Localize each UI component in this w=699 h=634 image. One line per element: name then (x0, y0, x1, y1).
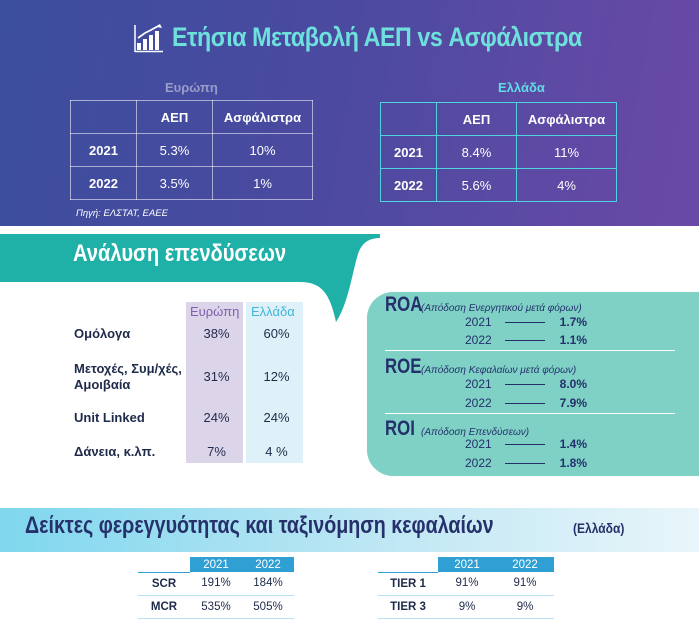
roa-2021 (465, 315, 587, 329)
year-cell: 2021 (381, 136, 437, 169)
col-2022: 2022 (242, 557, 294, 572)
premiums-cell: 10% (213, 134, 313, 167)
value-2021: 9% (438, 595, 496, 618)
col-premiums: Ασφάλιστρα (213, 101, 313, 134)
year-cell: 2021 (71, 134, 137, 167)
percent: 1.7% (559, 315, 587, 329)
divider (385, 413, 675, 414)
premiums-cell: 4% (517, 169, 617, 202)
col-gdp: ΑΕΠ (437, 103, 517, 136)
europe-label: Ευρώπη (165, 80, 218, 95)
source-note: Πηγή: ΕΛΣΤΑΤ, ΕΑΕΕ (76, 208, 168, 219)
table-row (378, 595, 554, 618)
roi-desc: (Απόδοση Επενδύσεων) (421, 427, 530, 438)
percent: 1.4% (559, 437, 587, 451)
corner-cell (138, 557, 190, 572)
gdp-cell: 8.4% (437, 136, 517, 169)
corner-cell (378, 557, 438, 572)
connector-line (505, 403, 545, 404)
investments-col-europe: Ευρώπη (190, 304, 240, 319)
year: 2021 (465, 377, 492, 391)
value-2021: 91% (438, 572, 496, 595)
table-row (71, 134, 313, 167)
col-2021: 2021 (190, 557, 242, 572)
col-2022: 2022 (496, 557, 554, 572)
value-2022: 184% (242, 572, 294, 595)
year: 2022 (465, 456, 492, 470)
year: 2021 (465, 315, 492, 329)
roe-desc: (Απόδοση Κεφαλαίων μετά φόρων) (421, 365, 577, 376)
greece-gdp-table (380, 102, 617, 202)
title-text: Ετήσια Μεταβολή ΑΕΠ vs Ασφάλιστρα (172, 22, 582, 52)
roe-2021 (465, 377, 587, 391)
solvency-title (25, 512, 625, 540)
premiums-cell: 1% (213, 167, 313, 200)
year: 2021 (465, 437, 492, 451)
roa-2022 (465, 333, 587, 347)
investment-label: Μετοχές, Συμ/χές, Αμοιβαία (74, 361, 182, 392)
greece-label: Ελλάδα (498, 80, 545, 95)
bar-chart-growth-icon (134, 23, 164, 53)
investment-label: Ομόλογα (74, 326, 131, 341)
investments-col-greece: Ελλάδα (251, 304, 295, 319)
connector-line (505, 340, 545, 341)
row-label: TIER 1 (378, 572, 438, 595)
tier-table (378, 557, 554, 619)
investment-greece-value: 24% (263, 410, 290, 425)
roi-2021 (465, 437, 587, 451)
gdp-cell: 5.3% (137, 134, 213, 167)
investment-label: Unit Linked (74, 410, 145, 425)
solvency-subtitle: (Ελλάδα) (573, 520, 625, 536)
table-row (381, 169, 617, 202)
row-label: TIER 3 (378, 595, 438, 618)
year: 2022 (465, 396, 492, 410)
investment-europe-value: 7% (207, 444, 226, 459)
investment-greece-value: 60% (263, 326, 290, 341)
table-row (71, 167, 313, 200)
corner-cell (381, 103, 437, 136)
value-2022: 9% (496, 595, 554, 618)
value-2022: 91% (496, 572, 554, 595)
row-label: MCR (138, 595, 190, 618)
col-premiums: Ασφάλιστρα (517, 103, 617, 136)
table-row (138, 595, 294, 618)
connector-line (505, 322, 545, 323)
investment-label: Δάνεια, κ.λπ. (74, 444, 156, 459)
europe-gdp-table (70, 100, 313, 200)
value-2022: 505% (242, 595, 294, 618)
investment-europe-value: 24% (203, 410, 230, 425)
col-gdp: ΑΕΠ (137, 101, 213, 134)
investments-title: Ανάλυση επενδύσεων (73, 240, 287, 267)
table-row (381, 136, 617, 169)
investment-greece-value: 4 % (265, 444, 288, 459)
percent: 8.0% (559, 377, 587, 391)
roe-2022 (465, 396, 587, 410)
gdp-cell: 3.5% (137, 167, 213, 200)
gdp-cell: 5.6% (437, 169, 517, 202)
roa-code: ROA (385, 293, 423, 316)
connector-line (505, 463, 545, 464)
year-cell: 2022 (381, 169, 437, 202)
year-cell: 2022 (71, 167, 137, 200)
col-2021: 2021 (438, 557, 496, 572)
table-row (138, 572, 294, 595)
solvency-title-text: Δείκτες φερεγγυότητας και ταξινόμηση κεφαλαίων (25, 512, 494, 539)
year: 2022 (465, 333, 492, 347)
roa-block (385, 293, 582, 317)
percent: 1.1% (559, 333, 587, 347)
value-2021: 191% (190, 572, 242, 595)
investment-europe-value: 38% (203, 326, 230, 341)
roe-block (385, 355, 576, 379)
connector-line (505, 384, 545, 385)
percent: 1.8% (559, 456, 587, 470)
roe-code: ROE (385, 355, 422, 378)
scr-mcr-table (138, 557, 294, 619)
page-title (134, 22, 649, 53)
table-row (378, 572, 554, 595)
value-2021: 535% (190, 595, 242, 618)
investment-greece-value: 12% (263, 369, 290, 384)
premiums-cell: 11% (517, 136, 617, 169)
roi-code: ROI (385, 417, 415, 440)
row-label: SCR (138, 572, 190, 595)
connector-line (505, 444, 545, 445)
corner-cell (71, 101, 137, 134)
roi-2022 (465, 456, 587, 470)
roa-desc: (Απόδοση Ενεργητικού μετά φόρων) (421, 303, 582, 314)
investment-europe-value: 31% (203, 369, 230, 384)
divider (385, 350, 675, 351)
percent: 7.9% (559, 396, 587, 410)
